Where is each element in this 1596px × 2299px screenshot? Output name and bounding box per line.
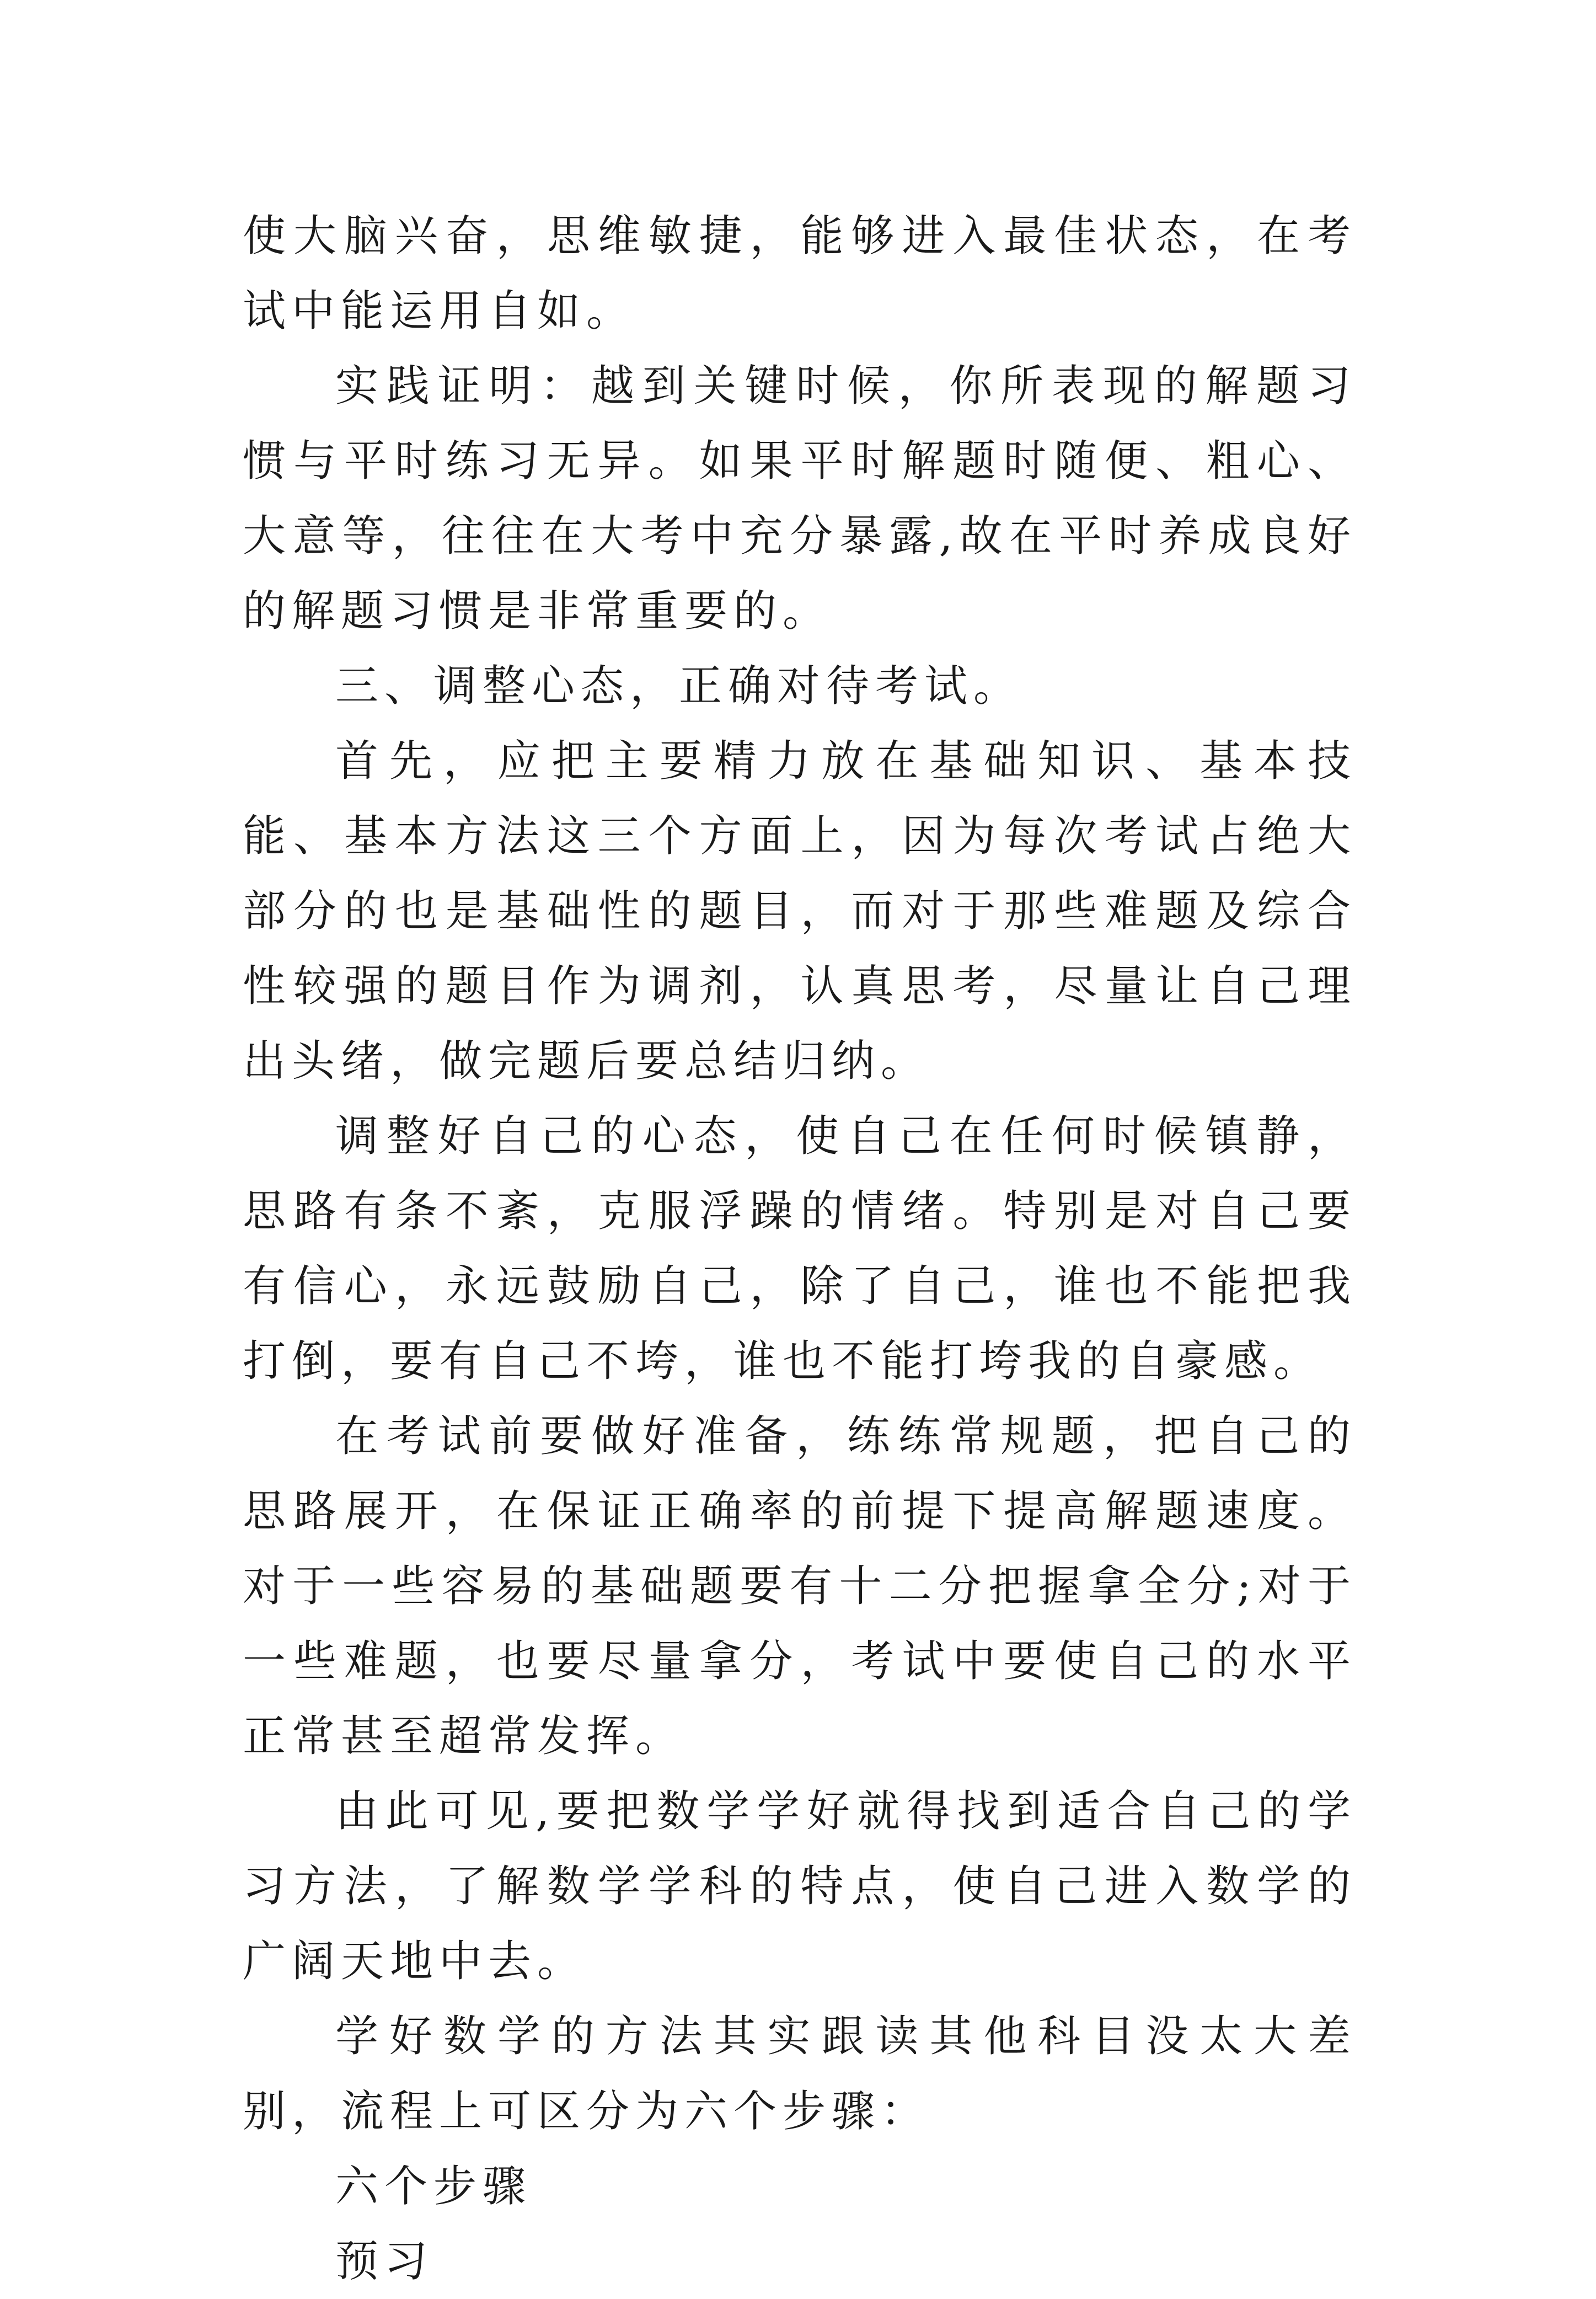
paragraph-continuation: 使大脑兴奋，思维敏捷，能够进入最佳状态，在考试中能运用自如。 [243, 211, 1357, 336]
subheading-six-steps: 六个步骤 [335, 2162, 532, 2211]
paragraph-mindset: 调整好自己的心态，使自己在任何时候镇静，思路有条不紊，克服浮躁的情绪。特别是对自己要有信心，永远鼓励自己，除了自己，谁也不能把我打倒，要有自己不垮，谁也不能打垮我的自豪感。 [243, 1111, 1357, 1386]
paragraph-basics-first: 首先，应把主要精力放在基础知识、基本技能、基本方法这三个方面上，因为每次考试占绝大部分的也是基础性的题目，而对于那些难题及综合性较强的题目作为调剂，认真思考，尽量让自己理出头绪，做完题后要总结归纳。 [243, 736, 1357, 1086]
subheading-preview: 预习 [335, 2237, 434, 2286]
paragraph-practice-proof: 实践证明：越到关键时候，你所表现的解题习惯与平时练习无异。如果平时解题时随便、粗心、大意等，往往在大考中充分暴露,故在平时养成良好的解题习惯是非常重要的。 [243, 361, 1357, 636]
document-body [243, 199, 1357, 2299]
paragraph-exam-preparation: 在考试前要做好准备，练练常规题，把自己的思路展开，在保证正确率的前提下提高解题速度。对于一些容易的基础题要有十二分把握拿全分;对于一些难题，也要尽量拿分，考试中要使自己的水平正常甚至超常发挥。 [243, 1412, 1357, 1761]
paragraph-six-steps-intro: 学好数学的方法其实跟读其他科目没太大差别，流程上可区分为六个步骤： [243, 2012, 1357, 2136]
section-heading-adjust-mindset: 三、调整心态，正确对待考试。 [335, 661, 1023, 711]
paragraph-conclusion: 由此可见,要把数学学好就得找到适合自己的学习方法，了解数学学科的特点，使自己进入数学的广阔天地中去。 [243, 1787, 1357, 1986]
